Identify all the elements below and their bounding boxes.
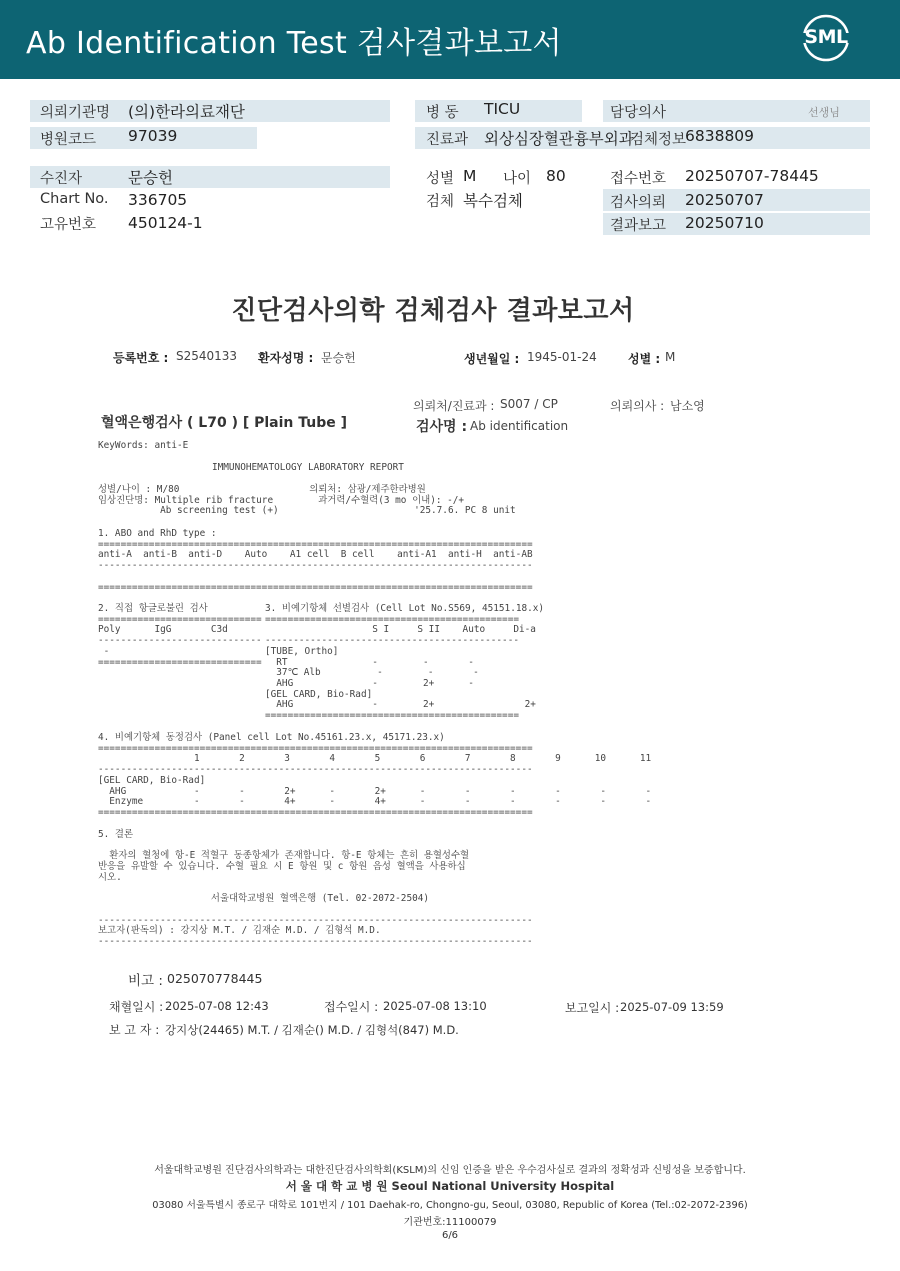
receive-value: 2025-07-08 13:10 xyxy=(383,999,487,1013)
reporter-value: 강지상(24465) M.T. / 김재순() M.D. / 김형석(847) M.D. xyxy=(165,1023,459,1037)
patient-block: 성별/나이 : M/80 의뢰처: 삼광/제주한라병원 임상진단명: Multiple rib fracture 과거력/수혈력(3 mo 이내): -/+ Ab screening test (+) '25.7.6. PC 8 unit xyxy=(98,484,516,517)
unique-value: 450124-1 xyxy=(128,214,203,232)
doctor-suffix: 선생님 xyxy=(808,106,840,119)
dob-value: 1945-01-24 xyxy=(527,350,597,364)
sex-value: M xyxy=(463,167,477,185)
dob-label: 생년월일 : xyxy=(464,352,520,366)
req-dept-label: 의뢰처/진료과 : xyxy=(413,399,495,413)
test-name-value: Ab identification xyxy=(470,419,569,433)
section-antibody-identification: 4. 비예기항체 동정검사 (Panel cell Lot No.45161.23.x, 45171.23.x) ============================================================================= 1 2 3 4 5 6 7 8 9 10 11 ----------------------------------------------------------------------------- [GEL CARD, Bio-Rad] AHG - - 2+ - 2+ - - - - - - Enzyme - - 4+ - 4+ - - - - - - ============================================================================= xyxy=(98,732,652,818)
report-sex-label: 성별 : xyxy=(628,352,661,366)
unique-label: 고유번호 xyxy=(40,217,97,233)
note-label: 비고 : xyxy=(128,973,163,989)
institution-label: 의뢰기관명 xyxy=(40,105,111,121)
keywords: KeyWords: anti-E xyxy=(98,440,189,451)
page-title: Ab Identification Test 검사결과보고서 xyxy=(26,26,562,61)
chart-value: 336705 xyxy=(128,191,188,209)
request-label: 검사의뢰 xyxy=(610,195,667,211)
dept-label: 진료과 xyxy=(426,132,469,148)
receive-label: 접수일시 : xyxy=(324,1000,379,1014)
specimen-value: 복수검체 xyxy=(463,192,523,210)
ward-value: TICU xyxy=(484,100,521,118)
footer-page-number: 6/6 xyxy=(441,1230,459,1241)
sample-info-value: 6838809 xyxy=(685,127,755,145)
institution-value: (의)한라의료재단 xyxy=(128,103,245,121)
footer-accreditation: 서울대학교병원 진단검사의학과는 대한진단검사의학회(KSLM)의 신임 인증을 받은 우수검사실로 결과의 정확성과 신빙성을 보증합니다. xyxy=(154,1165,746,1176)
test-name-label: 검사명 : xyxy=(416,419,468,435)
sample-info-label: 검체정보 xyxy=(630,132,687,148)
footer-address: 03080 서울특별시 종로구 대학로 101번지 / 101 Daehak-ro, Chongno-gu, Seoul, 03080, Republic of Korea (Tel.:02-2072-2396) xyxy=(152,1200,748,1211)
report-time-label: 보고일시 : xyxy=(565,1001,620,1015)
note-value: 025070778445 xyxy=(167,971,263,986)
request-value: 20250707 xyxy=(685,191,764,209)
reg-label: 등록번호 : xyxy=(113,351,169,365)
footer-hospital: 서 울 대 학 교 병 원 Seoul National University Hospital xyxy=(285,1179,615,1193)
report-sex-value: M xyxy=(665,350,676,364)
patient-value: 문승헌 xyxy=(128,169,173,187)
footer-inst-no: 기관번호:11100079 xyxy=(403,1217,497,1228)
patient-label: 수진자 xyxy=(40,171,83,187)
strip-patient xyxy=(30,166,390,188)
name-label: 환자성명 : xyxy=(258,351,314,365)
section-antibody-screening: 3. 비예기항체 선별검사 (Cell Lot No.S569, 45151.18.x) ============================================= S I S II Auto Di-a --------------------------------------------- [TUBE, Ortho] RT - - - 37℃ Alb - - - AHG - 2+ - [GEL CARD, Bio-Rad] AHG - 2+ 2+ ============================================= xyxy=(265,603,545,722)
sex-label: 성별 xyxy=(426,171,455,187)
section-abo-rhd: 1. ABO and RhD type : ============================================================================= anti-A anti-B anti-D Auto A1 cell B cell anti-A1 anti-H anti-AB ----------------------------------------------------------------------------- ============================================================================= xyxy=(98,528,533,593)
sml-logo-icon xyxy=(800,12,852,64)
section-conclusion: 5. 결론 환자의 혈청에 항-E 적혈구 동종항체가 존재합니다. 항-E 항체는 흔히 용혈성수혈 반응을 유발할 수 있습니다. 수혈 필요 시 E 항원 및 c 항원 음성 혈액을 사용하십 시오. 서울대학교병원 혈액은행 (Tel. 02-2072-2504) ----------------------------------------------------------------------------- 보고자(판독의) : 강지상 M.T. / 김재순 M.D. / 김형석 M.D. ----------------------------------------------------------------------------- xyxy=(98,829,533,948)
age-label: 나이 xyxy=(503,171,532,187)
collect-label: 채혈일시 : xyxy=(109,1000,164,1014)
receipt-value: 20250707-78445 xyxy=(685,167,819,185)
age-value: 80 xyxy=(546,167,566,185)
result-value: 20250710 xyxy=(685,214,764,232)
reporter-label: 보 고 자 : xyxy=(109,1023,160,1037)
req-dept-value: S007 / CP xyxy=(500,397,558,411)
req-doc-value: 남소영 xyxy=(670,399,705,413)
section-direct-antiglobulin: 2. 직접 항글로불린 검사 ============================= Poly IgG C3d ----------------------------- - ============================= xyxy=(98,603,262,668)
result-label: 결과보고 xyxy=(610,218,667,234)
logo-text: SML xyxy=(804,26,848,48)
name-value: 문승헌 xyxy=(321,351,356,365)
req-doc-label: 의뢰의사 : xyxy=(610,399,665,413)
receipt-label: 접수번호 xyxy=(610,171,667,187)
reg-value: S2540133 xyxy=(176,349,238,363)
test-group: 혈액은행검사 ( L70 ) [ Plain Tube ] xyxy=(101,415,348,431)
report-time-value: 2025-07-09 13:59 xyxy=(620,1000,724,1014)
ward-label: 병 동 xyxy=(426,105,459,121)
hospital-code-label: 병원코드 xyxy=(40,132,97,148)
chart-label: Chart No. xyxy=(40,191,109,207)
specimen-label: 검체 xyxy=(426,194,455,210)
hospital-code-value: 97039 xyxy=(128,127,178,145)
lab-report-title: IMMUNOHEMATOLOGY LABORATORY REPORT xyxy=(212,462,404,473)
collect-value: 2025-07-08 12:43 xyxy=(165,999,269,1013)
report-title: 진단검사의학 검체검사 결과보고서 xyxy=(231,296,635,326)
doctor-label: 담당의사 xyxy=(610,105,667,121)
dept-value: 외상심장혈관흉부외과 xyxy=(484,130,634,148)
